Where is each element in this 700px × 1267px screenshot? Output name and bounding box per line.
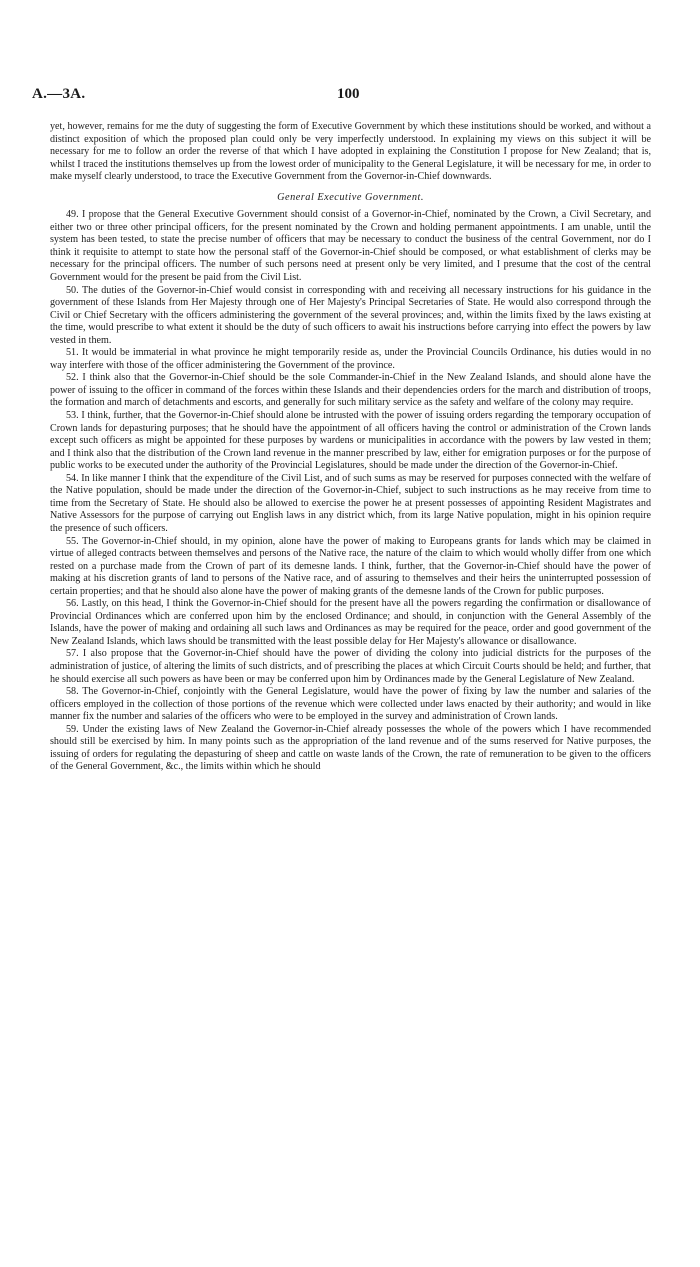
section-heading: General Executive Government. (277, 191, 424, 203)
paragraph-56: 56. Lastly, on this head, I think the Governor-in-Chief should for the present have all the powers regarding the confirmation or disallowance of Provincial Ordinances which are conferred upon him by the enclosed Ordinance; and should, in conjunction with the General Assembly of the Islands, have the power of making and ordaining all such laws and Ordinances as may be required for the peace, order and good government of the New Zealand Islands, which laws should be transmitted with the least possible delay for Her Majesty's allowance or disallowance. (50, 598, 651, 647)
paragraph-54: 54. In like manner I think that the expenditure of the Civil List, and of such sums as may be reserved for purposes connected with the welfare of the Native population, should be made under the direction of the Governor-in-Chief, subject to such instructions as he may receive from time to time from the Secretary of State. He should also be allowed to exercise the power he at present possesses of appointing Resident Magistrates and Native Assessors for the purpose of carrying out English laws in any district which, from its large Native population, might in his opinion require the presence of such officers. (50, 472, 651, 534)
intro-paragraph: yet, however, remains for me the duty of suggesting the form of Executive Government by which these institutions should be worked, and without a distinct exposition of which the proposed plan could only be very imperfectly understood. In explaining my views on this subject it will be necessary for me to follow an order the reverse of that which I have adopted in explaining the Constitution I propose for New Zealand; that is, whilst I traced the institutions themselves up from the lowest order of municipality to the General Legislature, it will be necessary for me, in order to make myself clearly understood, to trace the Executive Government from the Governor-in-Chief downwards. (50, 121, 651, 183)
paragraph-50: 50. The duties of the Governor-in-Chief would consist in corresponding with and receiving all necessary instructions for his guidance in the government of these Islands from Her Majesty through one of Her Majesty's Principal Secretaries of State. He would also correspond through the Civil or Chief Secretary with the officers administering the government of the several provinces; and, within the limits fixed by the laws existing at the time, would prescribe to what extent it should be the duty of such officers to await his instructions before carrying into effect the powers by law vested in them. (50, 284, 651, 346)
paragraph-55: 55. The Governor-in-Chief should, in my opinion, alone have the power of making to Europeans grants for lands which may be claimed in virtue of alleged contracts between themselves and persons of the Native race, the nature of the claim to which would wholly differ from one which rested on a purchase made from the Crown of part of its demesne lands. I think, further, that the Governor-in-Chief should have the power of making at his discretion grants of land to persons of the Native race, and of assuring to themselves and their heirs the uninterrupted possession of certain properties; and that he should also alone have the power of making grants of the demesne lands of the Crown for public purposes. (50, 535, 651, 597)
body-text (50, 121, 651, 774)
paragraph-53: 53. I think, further, that the Governor-in-Chief should alone be intrusted with the power of issuing orders regarding the temporary occupation of Crown lands for depasturing purposes; that he should have the appointment of all officers having the control or administration of the Crown lands except such officers as might be appointed for these purposes by wardens or municipalities in accordance with the powers by law vested in them; and I think also that the distribution of the Crown land revenue in the manner prescribed by law, either for emigration purposes or for the purpose of public works to be executed under the authority of the Provincial Legislatures, should be made under the direction of the Governor-in-Chief. (50, 410, 651, 472)
page-number: 100 (337, 86, 360, 102)
paragraph-58: 58. The Governor-in-Chief, conjointly with the General Legislature, would have the power of fixing by law the number and salaries of the officers employed in the collection of those portions of the revenue which were collected under laws enacted by their authority; and would in like manner fix the number and salaries of the officers who were to be employed in the survey and administration of Crown lands. (50, 686, 651, 723)
paragraph-52: 52. I think also that the Governor-in-Chief should be the sole Commander-in-Chief in the New Zealand Islands, and should alone have the power of issuing to the officer in command of the forces within these Islands and their dependencies orders for the march and distribution of troops, the formation and march of detachments and escorts, and generally for such military service as the safety and welfare of the colony may require. (50, 372, 651, 409)
page-header (32, 86, 662, 110)
paragraph-51: 51. It would be immaterial in what province he might temporarily reside as, under the Provincial Councils Ordinance, his duties would in no way interfere with those of the officer administering the Government of the province. (50, 347, 651, 371)
paragraph-59: 59. Under the existing laws of New Zealand the Governor-in-Chief already possesses the whole of the powers which I have recommended should still be exercised by him. In many points such as the appropriation of the land revenue and of the sums reserved for Native purposes, the issuing of orders for regulating the depasturing of sheep and cattle on waste lands of the Crown, the rate of remuneration to be given to the officers of the General Government, &c., the limits within which he should (50, 723, 651, 773)
paragraph-49: 49. I propose that the General Executive Government should consist of a Governor-in-Chief, nominated by the Crown, a Civil Secretary, and either two or three other principal officers, for the present nominated by the Crown and holding permanent appointments. I am unable, until the system has been tested, to state the precise number of officers that may be necessary to conduct the business of the central Government, nor do I think it requisite to attempt to state how the personal staff of the Governor-in-Chief should be composed, or what establishment of clerks may be necessary for the principal officers. The number of such persons need at present only be very limited, and I presume that the cost of the central Government would for the present be paid from the Civil List. (50, 209, 651, 284)
paragraph-57: 57. I also propose that the Governor-in-Chief should have the power of dividing the colony into judicial districts for the purposes of the administration of justice, of altering the limits of such districts, and of prescribing the places at which Circuit Courts should be held; and further, that he should exercise all such powers as have been or may be conferred upon him by Ordinances made by the General Legislature of New Zealand. (50, 648, 651, 685)
document-reference: A.—3A. (32, 86, 86, 102)
